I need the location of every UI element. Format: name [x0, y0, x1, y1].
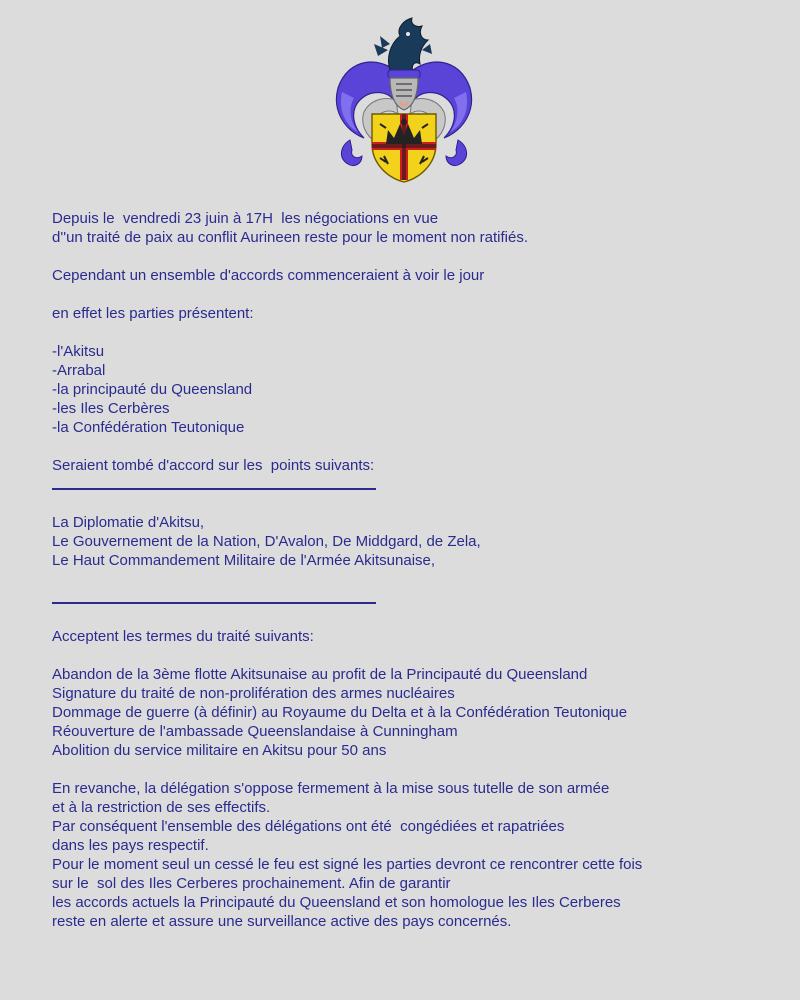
spacer [52, 285, 772, 304]
term-item: Abandon de la 3ème flotte Akitsunaise au profit de la Principauté du Queensland [52, 666, 588, 683]
closing-line: Pour le moment seul un cessé le feu est signé les parties devront ce rencontrer cette fois [52, 856, 643, 873]
closing-line: dans les pays respectif. [52, 837, 209, 854]
intro-line-3: Cependant un ensemble d'accords commenceraient à voir le jour [52, 267, 485, 284]
party-item: -les Iles Cerbères [52, 400, 170, 417]
signatory-item: Le Haut Commandement Militaire de l'Armée Akitsunaise, [52, 552, 436, 569]
terms-intro: Acceptent les termes du traité suivants: [52, 628, 314, 645]
closing-line: En revanche, la délégation s'oppose fermement à la mise sous tutelle de son armée [52, 780, 610, 797]
spacer [52, 570, 772, 589]
party-item: -Arrabal [52, 362, 106, 379]
communique-text [52, 209, 772, 931]
term-item: Dommage de guerre (à définir) au Royaume du Delta et à la Confédération Teutonique [52, 704, 628, 721]
signatory-item: La Diplomatie d'Akitsu, [52, 514, 205, 531]
term-item: Réouverture de l'ambassade Queenslandaise à Cunningham [52, 723, 458, 740]
signatory-item: Le Gouvernement de la Nation, D'Avalon, De Middgard, de Zela, [52, 533, 481, 550]
term-item: Signature du traité de non-prolifération des armes nucléaires [52, 685, 455, 702]
spacer [52, 247, 772, 266]
closing-line: reste en alerte et assure une surveillance active des pays concernés. [52, 913, 512, 930]
party-item: -la Confédération Teutonique [52, 419, 245, 436]
spacer [52, 323, 772, 342]
party-item: -la principauté du Queensland [52, 381, 253, 398]
spacer [52, 608, 772, 627]
spacer [52, 437, 772, 456]
party-item: -l'Akitsu [52, 343, 105, 360]
spacer [52, 494, 772, 513]
horizontal-rule [52, 589, 772, 608]
term-item: Abolition du service militaire en Akitsu pour 50 ans [52, 742, 387, 759]
spacer [52, 646, 772, 665]
heraldic-crest-icon [330, 14, 478, 184]
intro-line-2: d''un traité de paix au conflit Aurineen reste pour le moment non ratifiés. [52, 229, 529, 246]
intro-line-4: en effet les parties présentent: [52, 305, 254, 322]
closing-line: les accords actuels la Principauté du Queensland et son homologue les Iles Cerberes [52, 894, 621, 911]
intro-line-1: Depuis le vendredi 23 juin à 17H les négociations en vue [52, 210, 439, 227]
horizontal-rule [52, 475, 772, 494]
agreement-intro: Seraient tombé d'accord sur les points suivants: [52, 457, 375, 474]
spacer [52, 760, 772, 779]
closing-line: sur le sol des Iles Cerberes prochainement. Afin de garantir [52, 875, 451, 892]
closing-line: Par conséquent l'ensemble des délégations ont été congédiées et rapatriées [52, 818, 565, 835]
closing-line: et à la restriction de ses effectifs. [52, 799, 271, 816]
